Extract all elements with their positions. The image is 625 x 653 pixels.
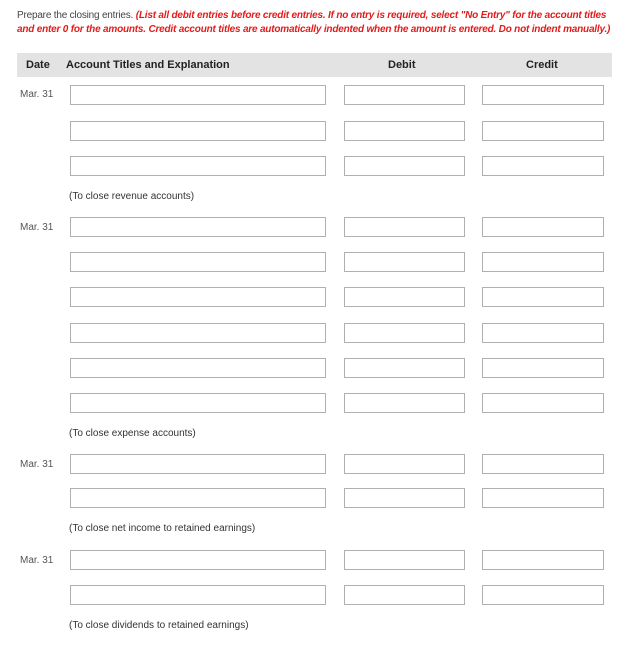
entry-4-date: Mar. 31 xyxy=(20,555,54,566)
entry-1-date: Mar. 31 xyxy=(20,89,54,100)
entry-2-row-6-debit-field[interactable] xyxy=(344,393,465,413)
entry-1-explanation: (To close revenue accounts) xyxy=(69,191,195,202)
table-header xyxy=(17,53,612,77)
entry-2-row-4-credit-field[interactable] xyxy=(482,323,604,343)
entry-3-row-1-credit-field[interactable] xyxy=(482,454,604,474)
header-debit: Debit xyxy=(388,59,416,71)
entry-1-row-1-credit-field[interactable] xyxy=(482,85,604,105)
entry-2-row-5-account-field[interactable] xyxy=(70,358,326,378)
entry-2-row-2-account-field[interactable] xyxy=(70,252,326,272)
entry-4-row-1-account-field[interactable] xyxy=(70,550,326,570)
entry-4-row-1-debit-field[interactable] xyxy=(344,550,465,570)
entry-4-row-1-credit-field[interactable] xyxy=(482,550,604,570)
entry-2-row-5-credit-field[interactable] xyxy=(482,358,604,378)
header-date: Date xyxy=(26,59,50,71)
entry-4-row-2-account-field[interactable] xyxy=(70,585,326,605)
entry-3-row-2-credit-field[interactable] xyxy=(482,488,604,508)
entry-3-row-2-debit-field[interactable] xyxy=(344,488,465,508)
header-account-titles: Account Titles and Explanation xyxy=(66,59,230,71)
entry-3-row-1-account-field[interactable] xyxy=(70,454,326,474)
entry-1-row-3-account-field[interactable] xyxy=(70,156,326,176)
entry-3-row-2-account-field[interactable] xyxy=(70,488,326,508)
entry-2-row-6-account-field[interactable] xyxy=(70,393,326,413)
entry-1-row-1-debit-field[interactable] xyxy=(344,85,465,105)
entry-2-row-1-account-field[interactable] xyxy=(70,217,326,237)
entry-3-explanation: (To close net income to retained earnings) xyxy=(69,523,256,534)
entry-4-explanation: (To close dividends to retained earnings) xyxy=(69,620,249,631)
entry-2-row-4-account-field[interactable] xyxy=(70,323,326,343)
entry-3-row-1-debit-field[interactable] xyxy=(344,454,465,474)
entry-1-row-3-credit-field[interactable] xyxy=(482,156,604,176)
entry-2-row-6-credit-field[interactable] xyxy=(482,393,604,413)
entry-2-row-4-debit-field[interactable] xyxy=(344,323,465,343)
header-credit: Credit xyxy=(526,59,558,71)
entry-2-row-2-debit-field[interactable] xyxy=(344,252,465,272)
entry-2-date: Mar. 31 xyxy=(20,222,54,233)
entry-2-row-5-debit-field[interactable] xyxy=(344,358,465,378)
instructions-note: (List all debit entries before credit entries. If no entry is required, select "No Entry" for the account titles and enter 0 for the amounts. Credit account titles are automatically indented when the amount is entered. Do not indent manually.) xyxy=(17,10,611,35)
entry-1-row-2-account-field[interactable] xyxy=(70,121,326,141)
entry-4-row-2-debit-field[interactable] xyxy=(344,585,465,605)
entry-1-row-3-debit-field[interactable] xyxy=(344,156,465,176)
entry-4-row-2-credit-field[interactable] xyxy=(482,585,604,605)
instructions xyxy=(17,9,617,37)
entry-2-row-3-credit-field[interactable] xyxy=(482,287,604,307)
entry-2-row-3-account-field[interactable] xyxy=(70,287,326,307)
entry-1-row-1-account-field[interactable] xyxy=(70,85,326,105)
entry-2-row-2-credit-field[interactable] xyxy=(482,252,604,272)
entry-2-explanation: (To close expense accounts) xyxy=(69,428,196,439)
entry-2-row-3-debit-field[interactable] xyxy=(344,287,465,307)
entry-2-row-1-debit-field[interactable] xyxy=(344,217,465,237)
entry-3-date: Mar. 31 xyxy=(20,459,54,470)
instructions-text: Prepare the closing entries. xyxy=(17,10,136,21)
entry-1-row-2-debit-field[interactable] xyxy=(344,121,465,141)
entry-1-row-2-credit-field[interactable] xyxy=(482,121,604,141)
entry-2-row-1-credit-field[interactable] xyxy=(482,217,604,237)
